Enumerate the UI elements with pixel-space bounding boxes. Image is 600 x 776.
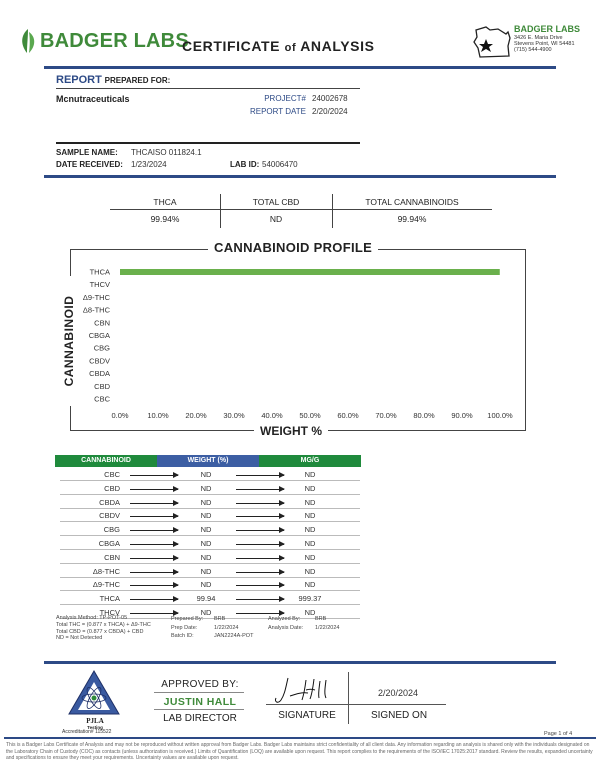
results-cannabinoid-name: CBGA bbox=[98, 539, 120, 548]
date-received-value: 1/23/2024 bbox=[131, 160, 167, 169]
title-of: of bbox=[284, 42, 297, 54]
arrow-right-icon bbox=[130, 475, 178, 476]
arrow-right-icon bbox=[236, 503, 284, 504]
chart-x-tick-label: 30.0% bbox=[223, 411, 245, 420]
approver-role: LAB DIRECTOR bbox=[163, 713, 237, 724]
results-weight-value: ND bbox=[200, 483, 212, 493]
report-word: REPORT bbox=[56, 74, 102, 86]
title-certificate: CERTIFICATE bbox=[182, 38, 281, 54]
results-mgg-value: ND bbox=[304, 566, 316, 576]
sample-rule bbox=[56, 142, 360, 144]
report-date-value: 2/20/2024 bbox=[312, 107, 348, 116]
arrow-right-icon bbox=[236, 613, 284, 614]
chart-category-label: CBDA bbox=[89, 369, 110, 379]
approver-name: JUSTIN HALL bbox=[163, 696, 237, 708]
results-mgg-value: 999.37 bbox=[298, 594, 322, 604]
results-mgg-value: ND bbox=[304, 580, 316, 590]
chart-title: CANNABINOID PROFILE bbox=[208, 240, 378, 255]
results-row-divider bbox=[60, 508, 360, 509]
analyzed-by-label: Analyzed By: bbox=[268, 616, 301, 622]
results-weight-value: 99.94 bbox=[196, 594, 216, 604]
summary-table bbox=[110, 192, 492, 232]
cannabinoid-profile-chart bbox=[80, 258, 520, 426]
phone: (715) 544-4900 bbox=[514, 47, 552, 53]
page-number: Page 1 of 4 bbox=[544, 731, 573, 737]
chart-xlabel: WEIGHT % bbox=[254, 424, 328, 438]
signature-label: SIGNATURE bbox=[278, 710, 336, 721]
brand-logo bbox=[18, 28, 189, 54]
arrow-right-icon bbox=[130, 530, 178, 531]
company-name: BADGER LABS bbox=[514, 24, 581, 34]
prepared-by-label: Prepared By: bbox=[171, 616, 204, 622]
page-title bbox=[182, 38, 375, 54]
address-line-2: Stevens Point, WI 54481 bbox=[514, 41, 575, 47]
results-weight-value: ND bbox=[200, 608, 212, 617]
results-weight-value: ND bbox=[200, 580, 212, 590]
signed-date-value: 2/20/2024 bbox=[377, 688, 419, 698]
results-mgg-value: ND bbox=[304, 525, 316, 535]
summary-header-thca: THCA bbox=[153, 197, 177, 207]
chart-category-label: THCA bbox=[89, 267, 110, 277]
arrow-right-icon bbox=[236, 585, 284, 586]
results-row-divider bbox=[60, 494, 360, 495]
analysis-values bbox=[315, 615, 339, 632]
chart-x-tick-label: 40.0% bbox=[261, 411, 283, 420]
results-weight-value: ND bbox=[200, 470, 212, 479]
chart-x-tick-label: 70.0% bbox=[375, 411, 397, 420]
sample-name-value: THCAISO 011824.1 bbox=[131, 148, 202, 157]
analyzed-by-value: BRB bbox=[315, 616, 327, 622]
address-line-1: 3426 E. Maria Drive bbox=[514, 35, 563, 41]
results-header-cannabinoid: CANNABINOID bbox=[55, 455, 157, 467]
chart-x-tick-label: 20.0% bbox=[185, 411, 207, 420]
results-weight-value: ND bbox=[200, 511, 212, 521]
total-cbd-formula: Total CBD = (0.877 x CBDA) + CBD bbox=[56, 628, 144, 635]
leaf-icon bbox=[18, 28, 38, 54]
results-cannabinoid-name: CBG bbox=[103, 525, 120, 535]
results-row-divider bbox=[60, 590, 360, 591]
prep-notes bbox=[171, 615, 203, 641]
chart-bar bbox=[120, 269, 500, 275]
batch-id-label: Batch ID: bbox=[171, 633, 194, 639]
report-date-label: REPORT DATE bbox=[249, 107, 306, 116]
prepared-for-label: PREPARED FOR: bbox=[104, 76, 171, 85]
brand-name: BADGER LABS bbox=[40, 30, 189, 52]
handwritten-signature bbox=[272, 676, 342, 706]
results-cannabinoid-name: Δ8-THC bbox=[92, 566, 120, 576]
arrow-right-icon bbox=[236, 489, 284, 490]
chart-ylabel: CANNABINOID bbox=[62, 276, 76, 406]
arrow-right-icon bbox=[130, 544, 178, 545]
analysis-labels bbox=[268, 615, 303, 632]
results-mgg-value: ND bbox=[304, 608, 316, 617]
analysis-method: Analysis Method: TP-POT-05 bbox=[56, 615, 128, 621]
results-mgg-value: ND bbox=[304, 511, 316, 521]
prepared-by-value: BRB bbox=[214, 616, 226, 622]
total-thc-formula: Total THC = (0.877 x THCA) + Δ9-THC bbox=[56, 621, 151, 628]
arrow-right-icon bbox=[236, 572, 284, 573]
prep-date-label: Prep Date: bbox=[171, 624, 198, 631]
approved-by-label: APPROVED BY: bbox=[161, 679, 239, 690]
results-mgg-value: ND bbox=[304, 483, 316, 493]
results-row-divider bbox=[60, 549, 360, 550]
arrow-right-icon bbox=[236, 544, 284, 545]
results-row-divider bbox=[60, 521, 360, 522]
chart-x-tick-label: 50.0% bbox=[299, 411, 321, 420]
results-mgg-value: ND bbox=[304, 539, 316, 548]
arrow-right-icon bbox=[130, 503, 178, 504]
batch-id-value: JAN2224A-POT bbox=[214, 633, 254, 639]
results-mgg-value: ND bbox=[304, 552, 316, 562]
date-received-label: DATE RECEIVED: bbox=[56, 160, 123, 169]
signed-on-label: SIGNED ON bbox=[370, 710, 428, 721]
results-header-mgg: MG/G bbox=[259, 455, 361, 467]
results-cannabinoid-name: CBD bbox=[104, 483, 120, 493]
chart-category-label: CBD bbox=[94, 381, 110, 391]
arrow-right-icon bbox=[236, 530, 284, 531]
summary-header-total-cannabinoids: TOTAL CANNABINOIDS bbox=[365, 197, 459, 207]
approver-rule-top bbox=[154, 692, 244, 693]
results-row-divider bbox=[60, 604, 360, 605]
arrow-right-icon bbox=[236, 558, 284, 559]
results-weight-value: ND bbox=[200, 525, 212, 535]
chart-x-tick-label: 90.0% bbox=[451, 411, 473, 420]
lab-id-label: LAB ID: bbox=[230, 160, 260, 169]
prep-values bbox=[214, 615, 253, 641]
results-row-divider bbox=[60, 535, 360, 536]
client-name: Mcnutraceuticals bbox=[56, 94, 130, 104]
chart-category-label: CBC bbox=[94, 394, 110, 404]
arrow-right-icon bbox=[130, 613, 178, 614]
summary-value-total-cbd: ND bbox=[269, 214, 283, 224]
approval-divider bbox=[44, 661, 556, 664]
title-analysis: ANALYSIS bbox=[300, 38, 375, 54]
results-mgg-value: ND bbox=[304, 497, 316, 507]
footer-disclaimer: This is a Badger Labs Certificate of Analysis and may not be reproduced without written approval from Badger Labs. Badger Labs maintains strict confidentiality of all client data. Any information regarding an analysis is shared only with the individuals designated on the Laboratory Chain of Custody (COC) as contacts (unless authorization is received.) Limits of Quantification (LOQ) are available upon request. This report complies to the requirements of the ISO/IEC 17025:2017 standard. Review the results, expanded uncertainty and specifications to ensure they meet your requirements. Uncertainty values are available upon request. bbox=[6, 742, 593, 761]
summary-header-rule bbox=[110, 209, 492, 210]
company-address-block bbox=[514, 24, 594, 53]
lab-id-value: 54006470 bbox=[262, 160, 298, 169]
chart-x-tick-label: 60.0% bbox=[337, 411, 359, 420]
report-heading-rule bbox=[56, 88, 360, 89]
wisconsin-map-icon bbox=[472, 24, 514, 60]
results-cannabinoid-name: Δ9-THC bbox=[92, 580, 120, 590]
chart-category-label: CBGA bbox=[88, 331, 110, 340]
summary-header-total-cbd: TOTAL CBD bbox=[252, 197, 300, 207]
nd-definition: ND = Not Detected bbox=[56, 635, 103, 642]
chart-x-tick-label: 80.0% bbox=[413, 411, 435, 420]
summary-value-total-cannabinoids: 99.94% bbox=[397, 214, 427, 224]
sample-name-label: SAMPLE NAME: bbox=[56, 148, 118, 157]
results-cannabinoid-name: THCA bbox=[99, 594, 120, 604]
chart-category-label: Δ9-THC bbox=[82, 292, 110, 302]
chart-category-label: CBG bbox=[93, 343, 110, 353]
results-weight-value: ND bbox=[200, 539, 212, 548]
results-weight-value: ND bbox=[200, 497, 212, 507]
results-mgg-value: ND bbox=[304, 470, 316, 479]
results-cannabinoid-name: THCV bbox=[99, 608, 120, 617]
chart-category-label: THCV bbox=[89, 280, 110, 290]
accreditation-number: Accreditation# 115522 bbox=[62, 729, 112, 735]
pjla-sub: Testing bbox=[87, 725, 103, 730]
results-cannabinoid-name: CBC bbox=[104, 470, 120, 479]
signature-box-divider bbox=[348, 672, 349, 724]
results-header-weight: WEIGHT (%) bbox=[157, 455, 259, 467]
results-cannabinoid-name: CBN bbox=[104, 552, 120, 562]
results-weight-value: ND bbox=[200, 552, 212, 562]
footer-divider bbox=[4, 737, 596, 739]
chart-category-label: Δ8-THC bbox=[82, 305, 110, 315]
arrow-right-icon bbox=[236, 516, 284, 517]
results-cannabinoid-name: CBDV bbox=[99, 511, 120, 521]
chart-x-tick-label: 0.0% bbox=[111, 411, 129, 420]
info-divider bbox=[44, 175, 556, 178]
arrow-right-icon bbox=[130, 585, 178, 586]
arrow-right-icon bbox=[236, 475, 284, 476]
arrow-right-icon bbox=[130, 572, 178, 573]
arrow-right-icon bbox=[236, 599, 284, 600]
chart-category-label: CBN bbox=[94, 318, 110, 328]
summary-value-thca: 99.94% bbox=[150, 214, 180, 224]
chart-category-label: CBDV bbox=[89, 356, 110, 366]
results-row-divider bbox=[60, 480, 360, 481]
pjla-logo-icon bbox=[66, 668, 122, 720]
analysis-notes bbox=[56, 615, 151, 642]
results-row-divider bbox=[60, 577, 360, 578]
results-weight-value: ND bbox=[200, 566, 212, 576]
analysis-date-label: Analysis Date: bbox=[268, 624, 304, 631]
project-value: 24002678 bbox=[312, 94, 348, 103]
report-heading bbox=[56, 74, 170, 86]
results-cannabinoid-name: CBDA bbox=[99, 497, 120, 507]
project-label: PROJECT# bbox=[264, 94, 306, 103]
arrow-right-icon bbox=[130, 516, 178, 517]
prep-date-value: 1/22/2024 bbox=[214, 624, 239, 631]
arrow-right-icon bbox=[130, 489, 178, 490]
analysis-date-value: 1/22/2024 bbox=[315, 624, 340, 631]
chart-x-tick-label: 10.0% bbox=[147, 411, 169, 420]
pjla-label: PJLA bbox=[86, 717, 104, 725]
arrow-right-icon bbox=[130, 599, 178, 600]
results-row-divider bbox=[60, 563, 360, 564]
header-divider bbox=[44, 66, 556, 69]
arrow-right-icon bbox=[130, 558, 178, 559]
signature-rule bbox=[266, 704, 446, 705]
chart-x-tick-label: 100.0% bbox=[487, 411, 513, 420]
approver-rule-bottom bbox=[154, 709, 244, 710]
